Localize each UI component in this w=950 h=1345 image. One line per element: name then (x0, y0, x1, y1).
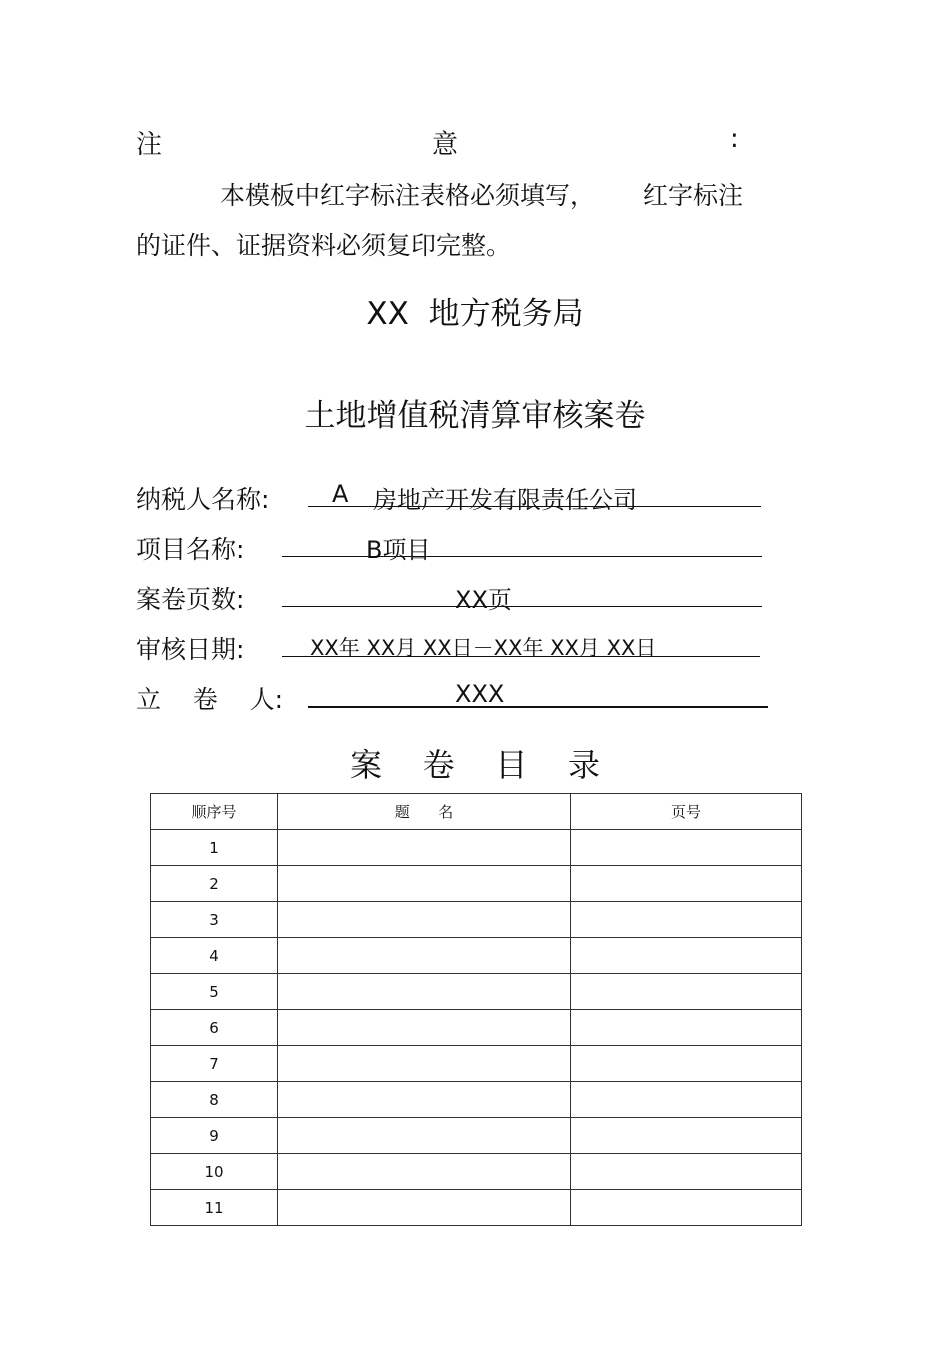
toc-page-cell[interactable] (571, 1082, 802, 1118)
toc-header-row (151, 794, 802, 830)
toc-title-cell[interactable] (278, 1118, 571, 1154)
table-row (151, 974, 802, 1010)
pages-value: XX页 (455, 586, 512, 614)
table-row (151, 866, 802, 902)
toc-seq: 7 (151, 1046, 278, 1082)
filer-value: XXX (455, 680, 505, 708)
toc-page-cell[interactable] (571, 1190, 802, 1226)
filer-label: 立 卷 人: (136, 685, 283, 714)
table-row (151, 1010, 802, 1046)
toc-page-cell[interactable] (571, 830, 802, 866)
note-line-2: 的证件、证据资料必须复印完整。 (136, 231, 512, 260)
pages-underline (282, 578, 762, 607)
taxpayer-value-b: 房地产开发有限责任公司 (373, 486, 637, 514)
toc-title-cell[interactable] (278, 1154, 571, 1190)
table-row (151, 902, 802, 938)
project-label: 项目名称: (136, 535, 245, 564)
audit-date-label: 审核日期: (136, 635, 245, 664)
toc-title-cell[interactable] (278, 1046, 571, 1082)
toc-seq: 8 (151, 1082, 278, 1118)
toc-title-cell[interactable] (278, 866, 571, 902)
toc-header-page: 页号 (571, 794, 802, 830)
table-row (151, 1046, 802, 1082)
taxpayer-value-a: A (332, 480, 349, 508)
toc-title: 案 卷 目 录 (349, 746, 601, 784)
table-row (151, 938, 802, 974)
audit-date-value: XX年 XX月 XX日－XX年 XX月 XX日 (310, 636, 657, 660)
toc-title-cell[interactable] (278, 1082, 571, 1118)
toc-page-cell[interactable] (571, 866, 802, 902)
toc-page-cell[interactable] (571, 938, 802, 974)
toc-title-cell[interactable] (278, 830, 571, 866)
table-row (151, 1118, 802, 1154)
taxpayer-label: 纳税人名称: (136, 485, 270, 514)
toc-page-cell[interactable] (571, 1010, 802, 1046)
table-row (151, 1190, 802, 1226)
toc-seq: 4 (151, 938, 278, 974)
toc-seq: 1 (151, 830, 278, 866)
pages-label: 案卷页数: (136, 585, 245, 614)
toc-seq: 9 (151, 1118, 278, 1154)
toc-seq: 10 (151, 1154, 278, 1190)
note-line-1: 本模板中红字标注表格必须填写， (220, 181, 596, 210)
filer-underline (308, 678, 768, 708)
toc-table (150, 793, 802, 1226)
toc-page-cell[interactable] (571, 902, 802, 938)
toc-page-cell[interactable] (571, 974, 802, 1010)
toc-seq: 6 (151, 1010, 278, 1046)
bureau-title: XX 地方税务局 (366, 296, 584, 332)
toc-title-cell[interactable] (278, 974, 571, 1010)
note-colon: : (730, 124, 739, 154)
project-value: B项目 (366, 536, 431, 564)
note-char-1: 注 (136, 130, 163, 160)
note-char-2: 意 (432, 130, 459, 160)
toc-page-cell[interactable] (571, 1154, 802, 1190)
table-row (151, 1154, 802, 1190)
toc-title-cell[interactable] (278, 902, 571, 938)
toc-page-cell[interactable] (571, 1046, 802, 1082)
note-line-1b: 红字标注 (643, 181, 744, 210)
toc-seq: 3 (151, 902, 278, 938)
toc-title-cell[interactable] (278, 938, 571, 974)
toc-seq: 5 (151, 974, 278, 1010)
dossier-title: 土地增值税清算审核案卷 (304, 398, 646, 434)
toc-header-title: 题 名 (278, 794, 571, 830)
table-row (151, 1082, 802, 1118)
toc-seq: 11 (151, 1190, 278, 1226)
toc-title-cell[interactable] (278, 1010, 571, 1046)
project-underline (282, 528, 762, 557)
toc-title-cell[interactable] (278, 1190, 571, 1226)
toc-page-cell[interactable] (571, 1118, 802, 1154)
toc-seq: 2 (151, 866, 278, 902)
toc-header-seq: 顺序号 (151, 794, 278, 830)
table-row (151, 830, 802, 866)
